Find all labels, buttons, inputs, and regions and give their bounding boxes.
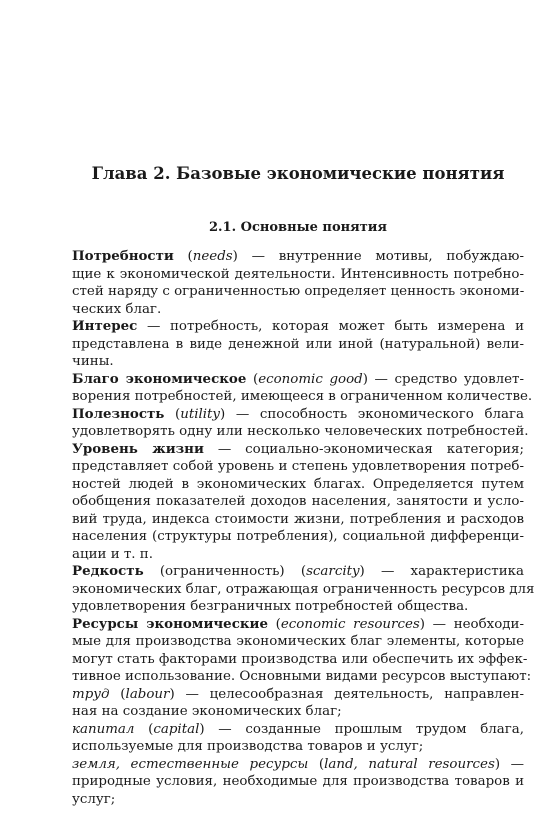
text-run: тивное использование. Основными видами ресурсов выступают: xyxy=(72,669,532,684)
text-run: — социально-экономическая категория; xyxy=(203,441,524,457)
text-line xyxy=(72,301,524,319)
text-run: ( xyxy=(308,756,325,772)
text-run: ации и т. п. xyxy=(72,546,153,562)
text-run: ( xyxy=(164,406,181,422)
text-run: представлена в виде денежной или иной (натуральной) вели- xyxy=(72,336,524,352)
term-italic: economic resources xyxy=(280,616,420,632)
text-line xyxy=(72,598,524,616)
text-run: ) — средство удовлет- xyxy=(362,371,524,387)
term-italic: land, natural resources xyxy=(324,756,495,772)
term-bold: Ресурсы экономические xyxy=(72,615,268,632)
text-run: природные условия, необходимые для производства товаров и xyxy=(72,774,524,789)
term-bold: Редкость xyxy=(72,563,144,579)
text-run: населения (структуры потребления), социальной дифференци- xyxy=(72,529,524,544)
term-bold: Благо экономическое xyxy=(72,370,247,387)
section-title: 2.1. Основные понятия xyxy=(208,220,388,235)
text-line xyxy=(72,248,524,266)
text-line xyxy=(72,511,524,529)
text-run: экономических благ, отражающая ограниченность ресурсов для xyxy=(72,581,535,597)
text-line xyxy=(72,703,524,721)
term-italic: labour xyxy=(125,686,170,702)
term-italic: земля, естественные ресурсы xyxy=(72,756,309,772)
term-bold: Потребности xyxy=(72,248,174,264)
text-line xyxy=(72,633,524,651)
text-line xyxy=(72,791,524,809)
text-run: ( xyxy=(246,371,259,387)
text-run: обобщения показателей доходов населения, занятости и усло- xyxy=(72,494,524,509)
text-line xyxy=(72,406,524,424)
text-line xyxy=(72,458,524,476)
text-line xyxy=(72,756,524,774)
text-run: ) — xyxy=(494,756,524,772)
text-line xyxy=(72,336,524,354)
text-run: чины. xyxy=(72,354,114,369)
text-run: ( xyxy=(173,249,193,264)
text-run: ( xyxy=(267,616,281,632)
text-line xyxy=(72,546,524,564)
text-run: ворения потребностей, имеющееся в ограниченном количестве. xyxy=(72,389,533,404)
text-line xyxy=(72,528,524,546)
text-run: услуг; xyxy=(72,791,116,807)
term-italic: капитал xyxy=(72,721,135,737)
text-line xyxy=(72,353,524,371)
text-line xyxy=(72,266,524,284)
term-bold: Уровень жизни xyxy=(72,440,204,457)
term-italic: utility xyxy=(180,406,221,422)
text-line xyxy=(72,581,535,599)
text-line xyxy=(72,493,524,511)
chapter-title: Глава 2. Базовые экономические понятия xyxy=(91,164,505,183)
term-italic: труд xyxy=(72,686,110,702)
text-run: ) — способность экономического блага xyxy=(220,406,524,422)
text-line xyxy=(72,423,529,441)
text-run: щие к экономической деятельности. Интенсивность потребно- xyxy=(72,266,524,282)
text-run: представляет собой уровень и степень удовлетворения потреб- xyxy=(72,459,524,474)
term-bold: Полезность xyxy=(72,405,165,422)
text-run: ( xyxy=(109,686,126,702)
text-line xyxy=(72,388,533,406)
text-run: используемые для производства товаров и услуг; xyxy=(72,739,424,754)
text-run: ностей людей в экономических благах. Определяется путем xyxy=(72,476,524,492)
text-line xyxy=(72,773,524,791)
text-line xyxy=(72,476,524,494)
term-italic: economic good xyxy=(258,371,363,387)
text-run: — потребность, которая может быть измерена и xyxy=(137,319,524,334)
text-run: могут стать факторами производства или обеспечить их эффек- xyxy=(72,651,528,667)
text-run: удовлетворять одну или несколько человеческих потребностей. xyxy=(72,424,529,439)
text-run: ная на создание экономических благ; xyxy=(72,704,342,719)
text-run: ) — необходи- xyxy=(419,616,524,632)
text-line xyxy=(72,738,524,756)
text-run: ( xyxy=(134,721,154,737)
text-line xyxy=(72,651,528,669)
term-italic: capital xyxy=(153,721,200,737)
text-line xyxy=(72,721,524,739)
text-run: ) — созданные прошлым трудом блага, xyxy=(199,721,524,737)
text-line xyxy=(72,283,524,301)
text-line xyxy=(72,563,524,581)
term-italic: scarcity xyxy=(306,564,360,579)
text-line xyxy=(72,371,524,389)
term-italic: needs xyxy=(192,249,233,264)
text-run: удовлетворения безграничных потребностей общества. xyxy=(72,599,469,614)
text-run: ) — внутренние мотивы, побуждаю- xyxy=(232,249,524,264)
text-run: ) — характеристика xyxy=(359,564,524,579)
text-line xyxy=(72,668,532,686)
text-run: вий труда, индекса стоимости жизни, потребления и расходов xyxy=(72,511,524,527)
text-run: стей наряду с ограниченностью определяет ценность экономи- xyxy=(72,284,525,299)
text-line xyxy=(72,616,524,634)
text-line xyxy=(72,441,524,459)
text-line xyxy=(72,686,524,704)
term-bold: Интерес xyxy=(72,318,138,334)
body-text xyxy=(72,248,535,808)
text-line xyxy=(72,318,524,336)
text-run: ческих благ. xyxy=(72,301,162,317)
text-run: (ограниченность) ( xyxy=(143,564,307,579)
text-run: мые для производства экономических благ элементы, которые xyxy=(72,634,524,649)
text-run: ) — целесообразная деятельность, направлен- xyxy=(169,686,524,702)
